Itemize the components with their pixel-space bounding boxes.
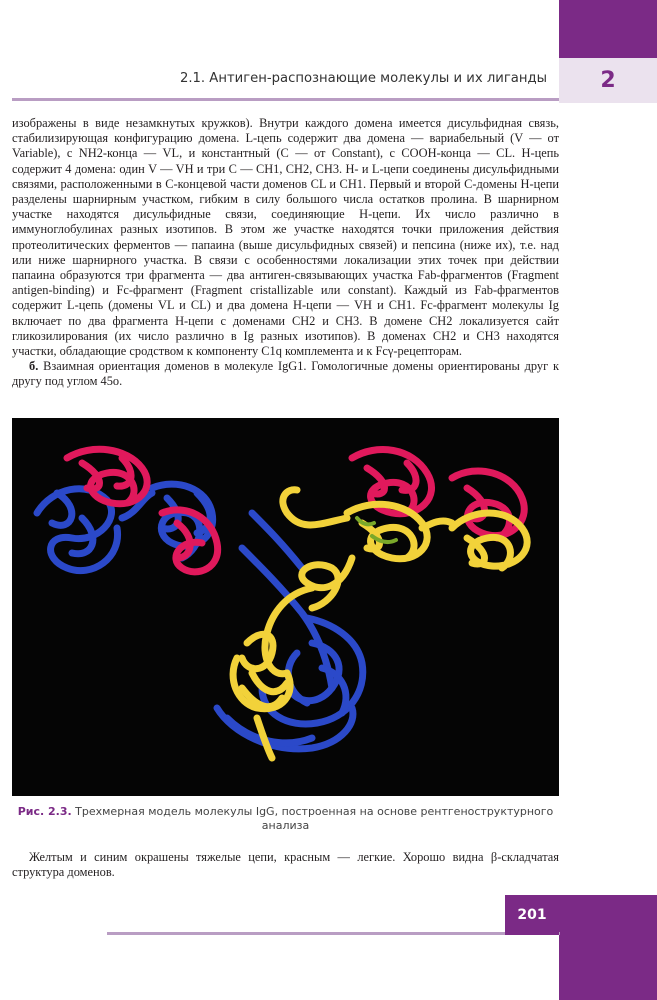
body-text xyxy=(12,116,559,390)
page-number: 201 xyxy=(505,895,559,935)
header-rule xyxy=(12,98,559,101)
corner-tab xyxy=(559,0,657,58)
figure-note: Желтым и синим окрашены тяжелые цепи, красным — легкие. Хорошо видна β-складчатая структура доменов. xyxy=(12,850,559,880)
item-label: б. xyxy=(29,359,39,374)
paragraph-orientation xyxy=(12,359,559,389)
figure-caption xyxy=(12,805,559,833)
paragraph-domains: изображены в виде незамкнутых кружков). Внутри каждого домена имеется дисульфидная связь, стабилизирующая конфигурацию домена. L-цепь содержит два домена — вариабельный (V — от Variable), с NH2-конца — VL, и константный (C — от Constant), с COOH-конца — CL. H-цепь содержит 4 домена: один V — VH и три C — CH1, CH2, CH3. H- и L-цепи соединены дисульфидными связями, расположенными в C-концевой части доменов CL и CH1. Первый и второй C-домены H-цепи разделены шарнирным участком, гибким в силу большого числа остатков пролина. В шарнирном участке находятся дисульфидные связи, соединяющие H-цепи. Их число различно в иммуноглобулинах разных изотипов. В этом же участке находятся точки приложения действия протеолитических ферментов — папаина (выше дисульфидных связей) и пепсина (ниже их), т.е. над или ниже шарнирного участка. В связи с особенностями локализации этих точек при действии папаина образуются три фрагмента — два антиген-связывающих участка Fab-фрагментов (Fragment antigen-binding) и Fc-фрагмент (Fragment cristallizable или constant). Каждый из Fab-фрагментов содержит L-цепь (домены VL и CL) и два домена H-цепи — VH и CH1. Fc-фрагмент молекулы Ig включает по два фрагмента H-цепи с доменами CH2 и CH3. В домене CH2 локализуется сайт гликозилирования (их число различно в Ig разных изотипов). В доменах CH2 и CH3 находятся участки, обладающие сродством к компоненту C1q комплемента и к Fcγ-рецепторам. xyxy=(12,116,559,359)
chapter-number: 2 xyxy=(559,58,657,103)
caption-text: Трехмерная модель молекулы IgG, построенная на основе рентгеноструктурного анализа xyxy=(71,805,554,832)
item-text: Взаимная ориентация доменов в молекуле IgG1. Гомологичные домены ориентированы друг к другу под углом 45o. xyxy=(12,359,559,389)
corner-strip xyxy=(559,895,657,1000)
igg-3d-model-figure xyxy=(12,418,559,796)
protein-ribbon-model xyxy=(12,418,559,796)
footer-rule xyxy=(107,932,560,935)
caption-label: Рис. 2.3. xyxy=(17,805,72,818)
running-head: 2.1. Антиген-распознающие молекулы и их лиганды xyxy=(179,71,547,86)
